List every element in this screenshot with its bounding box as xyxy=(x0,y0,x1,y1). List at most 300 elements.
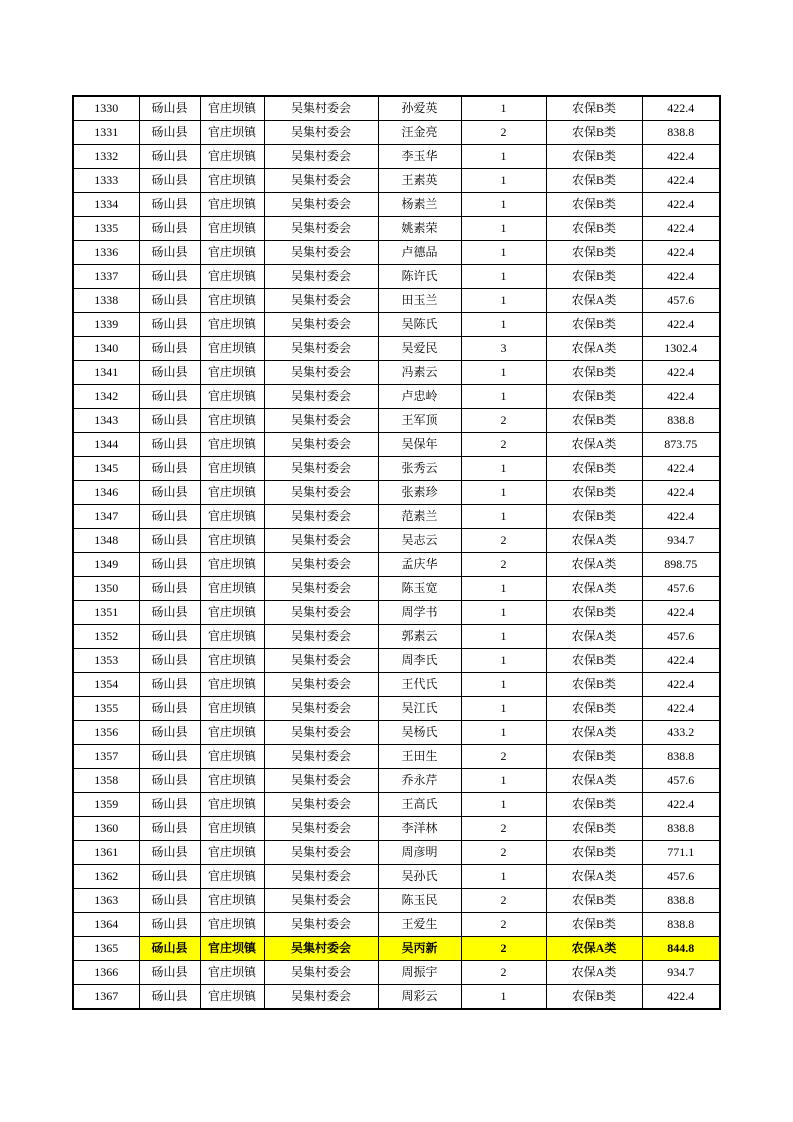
cell-name: 陈许氏 xyxy=(378,265,461,289)
cell-county: 砀山县 xyxy=(139,745,200,769)
cell-county: 砀山县 xyxy=(139,985,200,1010)
cell-type: 农保B类 xyxy=(546,889,642,913)
cell-village: 吴集村委会 xyxy=(264,145,378,169)
cell-village: 吴集村委会 xyxy=(264,433,378,457)
table-row xyxy=(73,553,720,577)
cell-county: 砀山县 xyxy=(139,361,200,385)
cell-name: 吴孙氏 xyxy=(378,865,461,889)
cell-amount: 422.4 xyxy=(642,481,720,505)
cell-name: 卢德品 xyxy=(378,241,461,265)
cell-town: 官庄坝镇 xyxy=(200,265,264,289)
cell-count: 2 xyxy=(461,553,546,577)
cell-village: 吴集村委会 xyxy=(264,889,378,913)
table-row xyxy=(73,889,720,913)
cell-county: 砀山县 xyxy=(139,505,200,529)
cell-name: 吴爱民 xyxy=(378,337,461,361)
table-row xyxy=(73,985,720,1010)
cell-town: 官庄坝镇 xyxy=(200,529,264,553)
cell-village: 吴集村委会 xyxy=(264,169,378,193)
cell-amount: 838.8 xyxy=(642,913,720,937)
cell-town: 官庄坝镇 xyxy=(200,505,264,529)
cell-seq: 1359 xyxy=(73,793,139,817)
cell-village: 吴集村委会 xyxy=(264,865,378,889)
cell-county: 砀山县 xyxy=(139,865,200,889)
cell-county: 砀山县 xyxy=(139,289,200,313)
cell-name: 陈玉民 xyxy=(378,889,461,913)
cell-amount: 422.4 xyxy=(642,217,720,241)
table-row xyxy=(73,217,720,241)
cell-amount: 422.4 xyxy=(642,193,720,217)
cell-count: 2 xyxy=(461,841,546,865)
cell-count: 1 xyxy=(461,601,546,625)
table-row xyxy=(73,457,720,481)
cell-village: 吴集村委会 xyxy=(264,553,378,577)
cell-town: 官庄坝镇 xyxy=(200,649,264,673)
cell-type: 农保A类 xyxy=(546,937,642,961)
table-row xyxy=(73,793,720,817)
cell-name: 王代氏 xyxy=(378,673,461,697)
table-row xyxy=(73,721,720,745)
cell-type: 农保A类 xyxy=(546,577,642,601)
cell-name: 张秀云 xyxy=(378,457,461,481)
table-row xyxy=(73,961,720,985)
cell-type: 农保A类 xyxy=(546,721,642,745)
cell-seq: 1331 xyxy=(73,121,139,145)
cell-amount: 844.8 xyxy=(642,937,720,961)
cell-county: 砀山县 xyxy=(139,793,200,817)
cell-type: 农保B类 xyxy=(546,145,642,169)
cell-type: 农保A类 xyxy=(546,529,642,553)
cell-seq: 1345 xyxy=(73,457,139,481)
cell-amount: 934.7 xyxy=(642,529,720,553)
cell-type: 农保A类 xyxy=(546,865,642,889)
cell-count: 1 xyxy=(461,697,546,721)
cell-village: 吴集村委会 xyxy=(264,121,378,145)
table-row xyxy=(73,529,720,553)
cell-count: 1 xyxy=(461,481,546,505)
cell-amount: 422.4 xyxy=(642,697,720,721)
cell-type: 农保B类 xyxy=(546,673,642,697)
cell-town: 官庄坝镇 xyxy=(200,409,264,433)
cell-county: 砀山县 xyxy=(139,625,200,649)
cell-count: 1 xyxy=(461,217,546,241)
cell-county: 砀山县 xyxy=(139,217,200,241)
cell-town: 官庄坝镇 xyxy=(200,913,264,937)
cell-village: 吴集村委会 xyxy=(264,841,378,865)
cell-count: 1 xyxy=(461,793,546,817)
table-row xyxy=(73,96,720,121)
cell-amount: 422.4 xyxy=(642,385,720,409)
cell-type: 农保B类 xyxy=(546,841,642,865)
cell-county: 砀山县 xyxy=(139,337,200,361)
table-row xyxy=(73,937,720,961)
cell-type: 农保B类 xyxy=(546,985,642,1010)
cell-name: 周彦明 xyxy=(378,841,461,865)
cell-name: 王素英 xyxy=(378,169,461,193)
cell-type: 农保A类 xyxy=(546,553,642,577)
cell-count: 2 xyxy=(461,745,546,769)
cell-town: 官庄坝镇 xyxy=(200,121,264,145)
cell-name: 周李氏 xyxy=(378,649,461,673)
cell-count: 2 xyxy=(461,889,546,913)
cell-amount: 422.4 xyxy=(642,96,720,121)
table-row xyxy=(73,769,720,793)
table-row xyxy=(73,601,720,625)
table-row xyxy=(73,913,720,937)
cell-county: 砀山县 xyxy=(139,96,200,121)
cell-county: 砀山县 xyxy=(139,385,200,409)
cell-town: 官庄坝镇 xyxy=(200,217,264,241)
cell-count: 1 xyxy=(461,241,546,265)
cell-name: 卢忠岭 xyxy=(378,385,461,409)
cell-town: 官庄坝镇 xyxy=(200,673,264,697)
cell-town: 官庄坝镇 xyxy=(200,337,264,361)
cell-type: 农保B类 xyxy=(546,241,642,265)
cell-town: 官庄坝镇 xyxy=(200,961,264,985)
cell-amount: 422.4 xyxy=(642,505,720,529)
cell-type: 农保B类 xyxy=(546,121,642,145)
cell-count: 1 xyxy=(461,649,546,673)
cell-town: 官庄坝镇 xyxy=(200,385,264,409)
cell-village: 吴集村委会 xyxy=(264,241,378,265)
table-row xyxy=(73,649,720,673)
cell-name: 杨素兰 xyxy=(378,193,461,217)
table-row xyxy=(73,361,720,385)
cell-seq: 1354 xyxy=(73,673,139,697)
cell-type: 农保A类 xyxy=(546,625,642,649)
cell-county: 砀山县 xyxy=(139,913,200,937)
cell-town: 官庄坝镇 xyxy=(200,96,264,121)
cell-name: 周振宇 xyxy=(378,961,461,985)
cell-name: 郭素云 xyxy=(378,625,461,649)
cell-town: 官庄坝镇 xyxy=(200,817,264,841)
cell-type: 农保B类 xyxy=(546,457,642,481)
cell-count: 1 xyxy=(461,673,546,697)
cell-count: 1 xyxy=(461,289,546,313)
cell-village: 吴集村委会 xyxy=(264,673,378,697)
table-row xyxy=(73,289,720,313)
cell-village: 吴集村委会 xyxy=(264,961,378,985)
cell-count: 1 xyxy=(461,457,546,481)
cell-village: 吴集村委会 xyxy=(264,289,378,313)
cell-seq: 1358 xyxy=(73,769,139,793)
cell-town: 官庄坝镇 xyxy=(200,985,264,1010)
cell-seq: 1344 xyxy=(73,433,139,457)
cell-amount: 457.6 xyxy=(642,769,720,793)
table-row xyxy=(73,577,720,601)
cell-village: 吴集村委会 xyxy=(264,721,378,745)
cell-count: 1 xyxy=(461,385,546,409)
cell-amount: 422.4 xyxy=(642,649,720,673)
cell-type: 农保B类 xyxy=(546,409,642,433)
cell-town: 官庄坝镇 xyxy=(200,481,264,505)
cell-seq: 1333 xyxy=(73,169,139,193)
cell-name: 李玉华 xyxy=(378,145,461,169)
cell-count: 3 xyxy=(461,337,546,361)
cell-town: 官庄坝镇 xyxy=(200,289,264,313)
cell-town: 官庄坝镇 xyxy=(200,697,264,721)
cell-town: 官庄坝镇 xyxy=(200,553,264,577)
cell-county: 砀山县 xyxy=(139,433,200,457)
cell-count: 2 xyxy=(461,121,546,145)
cell-name: 吴丙新 xyxy=(378,937,461,961)
cell-amount: 422.4 xyxy=(642,313,720,337)
cell-amount: 422.4 xyxy=(642,361,720,385)
table-row xyxy=(73,169,720,193)
table-row xyxy=(73,121,720,145)
cell-count: 2 xyxy=(461,913,546,937)
cell-seq: 1347 xyxy=(73,505,139,529)
table-row xyxy=(73,817,720,841)
cell-type: 农保B类 xyxy=(546,745,642,769)
cell-seq: 1338 xyxy=(73,289,139,313)
cell-village: 吴集村委会 xyxy=(264,193,378,217)
cell-amount: 422.4 xyxy=(642,145,720,169)
cell-seq: 1348 xyxy=(73,529,139,553)
cell-village: 吴集村委会 xyxy=(264,385,378,409)
cell-village: 吴集村委会 xyxy=(264,265,378,289)
cell-amount: 422.4 xyxy=(642,457,720,481)
table-row xyxy=(73,337,720,361)
cell-amount: 934.7 xyxy=(642,961,720,985)
cell-type: 农保B类 xyxy=(546,817,642,841)
table-body xyxy=(73,96,720,1009)
cell-amount: 838.8 xyxy=(642,817,720,841)
cell-county: 砀山县 xyxy=(139,529,200,553)
cell-type: 农保B类 xyxy=(546,265,642,289)
cell-village: 吴集村委会 xyxy=(264,481,378,505)
cell-town: 官庄坝镇 xyxy=(200,241,264,265)
cell-county: 砀山县 xyxy=(139,265,200,289)
cell-amount: 457.6 xyxy=(642,289,720,313)
cell-county: 砀山县 xyxy=(139,889,200,913)
cell-count: 1 xyxy=(461,505,546,529)
cell-name: 王爱生 xyxy=(378,913,461,937)
cell-amount: 1302.4 xyxy=(642,337,720,361)
cell-name: 姚素荣 xyxy=(378,217,461,241)
cell-town: 官庄坝镇 xyxy=(200,841,264,865)
cell-name: 陈玉宽 xyxy=(378,577,461,601)
records-table xyxy=(72,95,721,1010)
cell-seq: 1335 xyxy=(73,217,139,241)
cell-seq: 1356 xyxy=(73,721,139,745)
cell-village: 吴集村委会 xyxy=(264,96,378,121)
cell-seq: 1330 xyxy=(73,96,139,121)
cell-name: 吴保年 xyxy=(378,433,461,457)
cell-seq: 1349 xyxy=(73,553,139,577)
cell-type: 农保B类 xyxy=(546,601,642,625)
cell-village: 吴集村委会 xyxy=(264,577,378,601)
cell-name: 田玉兰 xyxy=(378,289,461,313)
cell-village: 吴集村委会 xyxy=(264,601,378,625)
cell-amount: 433.2 xyxy=(642,721,720,745)
table-row xyxy=(73,865,720,889)
cell-count: 1 xyxy=(461,361,546,385)
table-row xyxy=(73,313,720,337)
cell-town: 官庄坝镇 xyxy=(200,745,264,769)
cell-seq: 1357 xyxy=(73,745,139,769)
table-row xyxy=(73,241,720,265)
cell-amount: 422.4 xyxy=(642,793,720,817)
cell-name: 冯素云 xyxy=(378,361,461,385)
cell-count: 2 xyxy=(461,817,546,841)
cell-town: 官庄坝镇 xyxy=(200,433,264,457)
cell-county: 砀山县 xyxy=(139,961,200,985)
cell-seq: 1355 xyxy=(73,697,139,721)
cell-count: 2 xyxy=(461,409,546,433)
cell-amount: 873.75 xyxy=(642,433,720,457)
table-row xyxy=(73,745,720,769)
cell-seq: 1361 xyxy=(73,841,139,865)
cell-county: 砀山县 xyxy=(139,937,200,961)
cell-town: 官庄坝镇 xyxy=(200,145,264,169)
cell-type: 农保B类 xyxy=(546,793,642,817)
cell-name: 王田生 xyxy=(378,745,461,769)
cell-town: 官庄坝镇 xyxy=(200,169,264,193)
cell-village: 吴集村委会 xyxy=(264,745,378,769)
table-row xyxy=(73,193,720,217)
cell-name: 吴杨氏 xyxy=(378,721,461,745)
cell-count: 1 xyxy=(461,865,546,889)
cell-name: 孙爱英 xyxy=(378,96,461,121)
cell-amount: 838.8 xyxy=(642,745,720,769)
cell-town: 官庄坝镇 xyxy=(200,577,264,601)
cell-type: 农保A类 xyxy=(546,961,642,985)
table-row xyxy=(73,385,720,409)
cell-village: 吴集村委会 xyxy=(264,625,378,649)
cell-type: 农保B类 xyxy=(546,193,642,217)
cell-seq: 1336 xyxy=(73,241,139,265)
cell-county: 砀山县 xyxy=(139,313,200,337)
cell-name: 王高氏 xyxy=(378,793,461,817)
table-row xyxy=(73,145,720,169)
cell-town: 官庄坝镇 xyxy=(200,937,264,961)
cell-seq: 1363 xyxy=(73,889,139,913)
cell-type: 农保A类 xyxy=(546,337,642,361)
cell-county: 砀山县 xyxy=(139,769,200,793)
cell-type: 农保B类 xyxy=(546,697,642,721)
cell-name: 李洋林 xyxy=(378,817,461,841)
cell-county: 砀山县 xyxy=(139,169,200,193)
cell-seq: 1341 xyxy=(73,361,139,385)
cell-count: 2 xyxy=(461,961,546,985)
cell-county: 砀山县 xyxy=(139,241,200,265)
cell-name: 吴志云 xyxy=(378,529,461,553)
cell-seq: 1342 xyxy=(73,385,139,409)
cell-county: 砀山县 xyxy=(139,601,200,625)
cell-seq: 1332 xyxy=(73,145,139,169)
cell-count: 1 xyxy=(461,625,546,649)
cell-town: 官庄坝镇 xyxy=(200,193,264,217)
cell-amount: 838.8 xyxy=(642,889,720,913)
cell-village: 吴集村委会 xyxy=(264,337,378,361)
cell-village: 吴集村委会 xyxy=(264,217,378,241)
cell-town: 官庄坝镇 xyxy=(200,721,264,745)
cell-type: 农保B类 xyxy=(546,385,642,409)
cell-name: 吴陈氏 xyxy=(378,313,461,337)
cell-name: 汪金亮 xyxy=(378,121,461,145)
cell-county: 砀山县 xyxy=(139,697,200,721)
cell-name: 张素珍 xyxy=(378,481,461,505)
cell-amount: 457.6 xyxy=(642,865,720,889)
cell-count: 1 xyxy=(461,985,546,1010)
cell-village: 吴集村委会 xyxy=(264,913,378,937)
cell-county: 砀山县 xyxy=(139,577,200,601)
cell-village: 吴集村委会 xyxy=(264,697,378,721)
cell-seq: 1340 xyxy=(73,337,139,361)
cell-name: 吴江氏 xyxy=(378,697,461,721)
cell-count: 1 xyxy=(461,193,546,217)
cell-count: 1 xyxy=(461,577,546,601)
cell-amount: 422.4 xyxy=(642,985,720,1010)
table-row xyxy=(73,265,720,289)
cell-amount: 771.1 xyxy=(642,841,720,865)
cell-seq: 1351 xyxy=(73,601,139,625)
cell-count: 2 xyxy=(461,529,546,553)
cell-county: 砀山县 xyxy=(139,673,200,697)
cell-seq: 1362 xyxy=(73,865,139,889)
cell-name: 范素兰 xyxy=(378,505,461,529)
cell-village: 吴集村委会 xyxy=(264,529,378,553)
cell-seq: 1334 xyxy=(73,193,139,217)
cell-county: 砀山县 xyxy=(139,721,200,745)
cell-seq: 1337 xyxy=(73,265,139,289)
cell-seq: 1366 xyxy=(73,961,139,985)
cell-town: 官庄坝镇 xyxy=(200,313,264,337)
cell-count: 2 xyxy=(461,937,546,961)
cell-village: 吴集村委会 xyxy=(264,985,378,1010)
cell-count: 2 xyxy=(461,433,546,457)
cell-village: 吴集村委会 xyxy=(264,505,378,529)
cell-county: 砀山县 xyxy=(139,649,200,673)
cell-county: 砀山县 xyxy=(139,121,200,145)
cell-village: 吴集村委会 xyxy=(264,361,378,385)
cell-type: 农保B类 xyxy=(546,169,642,193)
cell-county: 砀山县 xyxy=(139,457,200,481)
cell-seq: 1353 xyxy=(73,649,139,673)
cell-name: 王军顶 xyxy=(378,409,461,433)
cell-seq: 1367 xyxy=(73,985,139,1010)
cell-amount: 898.75 xyxy=(642,553,720,577)
cell-seq: 1346 xyxy=(73,481,139,505)
cell-seq: 1343 xyxy=(73,409,139,433)
cell-count: 1 xyxy=(461,169,546,193)
cell-type: 农保A类 xyxy=(546,289,642,313)
table-row xyxy=(73,841,720,865)
cell-seq: 1365 xyxy=(73,937,139,961)
cell-county: 砀山县 xyxy=(139,193,200,217)
cell-town: 官庄坝镇 xyxy=(200,457,264,481)
cell-name: 周学书 xyxy=(378,601,461,625)
cell-amount: 838.8 xyxy=(642,409,720,433)
cell-type: 农保B类 xyxy=(546,913,642,937)
cell-type: 农保B类 xyxy=(546,649,642,673)
cell-village: 吴集村委会 xyxy=(264,817,378,841)
cell-town: 官庄坝镇 xyxy=(200,361,264,385)
cell-type: 农保B类 xyxy=(546,96,642,121)
cell-county: 砀山县 xyxy=(139,409,200,433)
cell-amount: 422.4 xyxy=(642,169,720,193)
cell-seq: 1339 xyxy=(73,313,139,337)
cell-count: 1 xyxy=(461,145,546,169)
cell-name: 乔永芹 xyxy=(378,769,461,793)
cell-village: 吴集村委会 xyxy=(264,409,378,433)
table-row xyxy=(73,409,720,433)
cell-type: 农保A类 xyxy=(546,769,642,793)
cell-type: 农保A类 xyxy=(546,433,642,457)
cell-county: 砀山县 xyxy=(139,481,200,505)
cell-amount: 422.4 xyxy=(642,673,720,697)
